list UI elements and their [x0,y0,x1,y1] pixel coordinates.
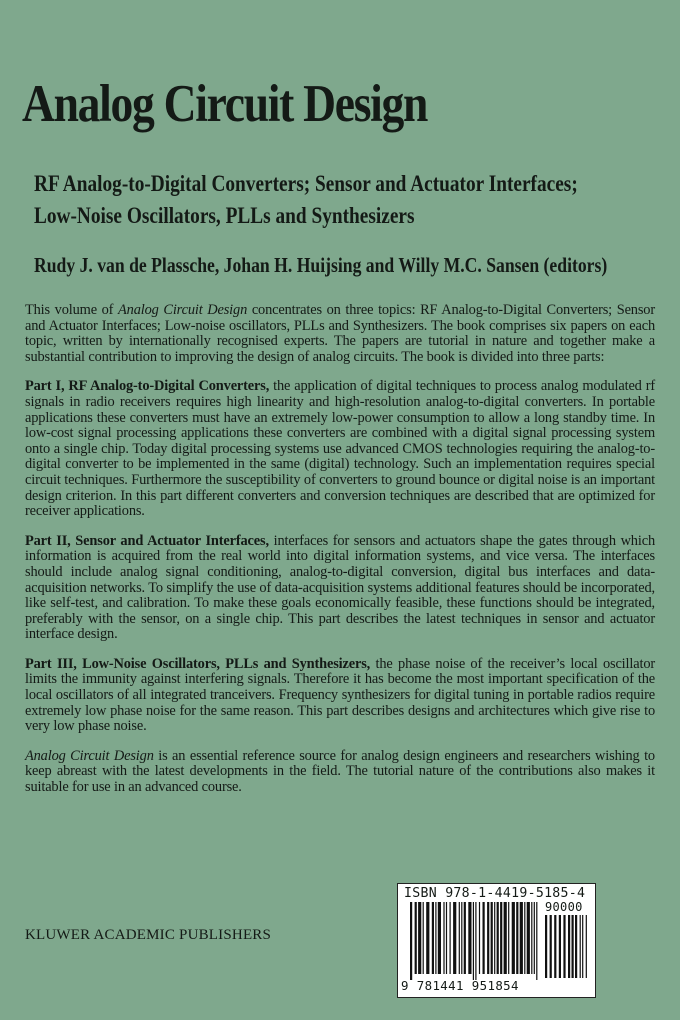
barcode-bar [435,902,436,974]
barcode-bar [500,902,502,974]
barcode-bar [450,902,451,974]
barcode-bar [475,902,476,980]
book-title: Analog Circuit Design [22,75,428,133]
subtitle-line-2: Low-Noise Oscillators, PLLs and Synthesizers [34,203,415,228]
barcode-bar [418,902,421,974]
barcode-bar [563,915,565,978]
book-subtitle [34,168,578,232]
barcode-bar [527,902,530,974]
barcode-bar [497,902,499,974]
barcode-bar [550,915,552,978]
part-2-heading: Part II, Sensor and Actuator Interfaces, [25,532,269,549]
barcode-bar [453,902,456,974]
subtitle-line-1: RF Analog-to-Digital Converters; Sensor and Actuator Interfaces; [34,171,578,196]
intro-paragraph: This volume of Analog Circuit Design concentrates on three topics: RF Analog-to-Digital Converters; Sensor and Actuator Interfaces; Low-noise oscillators, PLLs and Synthesizers. The book comprises six papers on each topic, written by internationally recognised experts. The papers are tutorial in nature and together make a substantial contribution to improving the design of analog circuits. The book is divided into three parts: [25,302,655,365]
barcode-bar [516,902,518,974]
barcode-bar [520,902,523,974]
barcode-bar [512,902,515,974]
barcode-bar [559,915,561,978]
isbn-label: ISBN 978-1-4419-5185-4 [404,886,586,901]
barcode-bar [524,902,525,974]
barcode-bar [575,915,577,978]
barcode-bar [446,902,447,974]
barcode-bar [432,902,434,974]
editors-line: Rudy J. van de Plassche, Johan H. Huijsing and Willy M.C. Sansen (editors) [34,253,608,277]
barcode-bar [423,902,424,974]
part-1-heading: Part I, RF Analog-to-Digital Converters, [25,378,270,395]
barcode-bar [473,902,474,980]
barcode-bar [494,902,495,974]
barcode-bar [554,915,556,978]
barcode-bar [568,915,570,978]
part-2-paragraph: Part II, Sensor and Actuator Interfaces, interfaces for sensors and actuators shape the gates through which information is acquired from the real world into digital information systems, and vice versa. The interfaces should include analog signal conditioning, analog-to-digital conversion, digital bus interfaces and data-acquisition networks. To simplify the use of data-acquisition systems additional features should be incorporated, like self-test, and calibration. To make these goals economically feasible, these functions should be integrated, preferably with the sensor, on a single chip. This part describes the latest techniques in sensor and actuator interface design. [25,532,655,643]
barcode-bar [459,902,460,974]
barcode-bar [531,902,532,974]
barcode-bar [504,902,507,974]
barcode-bar [483,902,485,974]
barcode-bar [572,915,574,978]
barcode-bar [468,902,471,974]
barcode-bar [415,902,417,974]
price-addon-code: 90000 [545,900,583,914]
barcode-bar [426,902,429,974]
barcode-bar [534,902,535,974]
barcode-bar [580,915,581,978]
closing-paragraph: Analog Circuit Design is an essential reference source for analog design engineers and researchers wishing to keep abreast with the latest developments in the field. The tutorial nature of the contributions also makes it suitable for use in an advanced course. [25,747,655,796]
barcode-bar [479,902,480,974]
closing-book-title: Analog Circuit Design [25,747,154,764]
barcode-bar [508,902,509,974]
barcode-bar [582,915,583,978]
part-3-heading: Part III, Low-Noise Oscillators, PLLs and Synthesizers, [25,655,371,672]
part-3-paragraph: Part III, Low-Noise Oscillators, PLLs and Synthesizers, the phase noise of the receiver’s local oscillator limits the immunity against interfering signals. Therefore it has become the most important specification of the local oscillators of all integrated tranceivers. Frequency synthesizers for digital tuning in portable radios require extremely low phase noise for the same reason. This part describes designs and architectures which give rise to very low phase noise. [25,655,656,735]
part-1-paragraph: Part I, RF Analog-to-Digital Converters, the application of digital techniques to process analog modulated rf signals in radio receivers requires high linearity and high-resolution analog-to-digital converters. In portable applications these converters must have an extremely low-power consumption to allow a long standby time. In low-cost signal processing applications these converters are combined with a digital signal processing system onto a single chip. Today digital processing systems use advanced CMOS technologies requiring the analog-to-digital converter to be implemented in the same (digital) technology. Such an implementation requires special circuit techniques. Furthermore the susceptibility of converters to ground bounce or digital noise is an important design criterion. In this part different converters and conversion techniques are described that are optimized for receiver applications. [25,378,655,520]
barcode-bar [464,902,466,974]
barcode-bar [410,902,412,980]
isbn-barcode [397,883,596,998]
barcode-bar [443,902,444,974]
barcode-bar [536,902,537,980]
barcode-bar [491,902,493,974]
barcode-bar [438,902,441,974]
barcode-bar [487,902,489,974]
barcode-bar [545,915,547,978]
ean-number: 9 781441 951854 [401,978,519,993]
blurb-text [25,303,655,810]
publisher-name: KLUWER ACADEMIC PUBLISHERS [25,927,272,943]
intro-book-title: Analog Circuit Design [118,302,248,318]
barcode-bar [461,902,462,974]
barcode-bar [586,915,587,978]
